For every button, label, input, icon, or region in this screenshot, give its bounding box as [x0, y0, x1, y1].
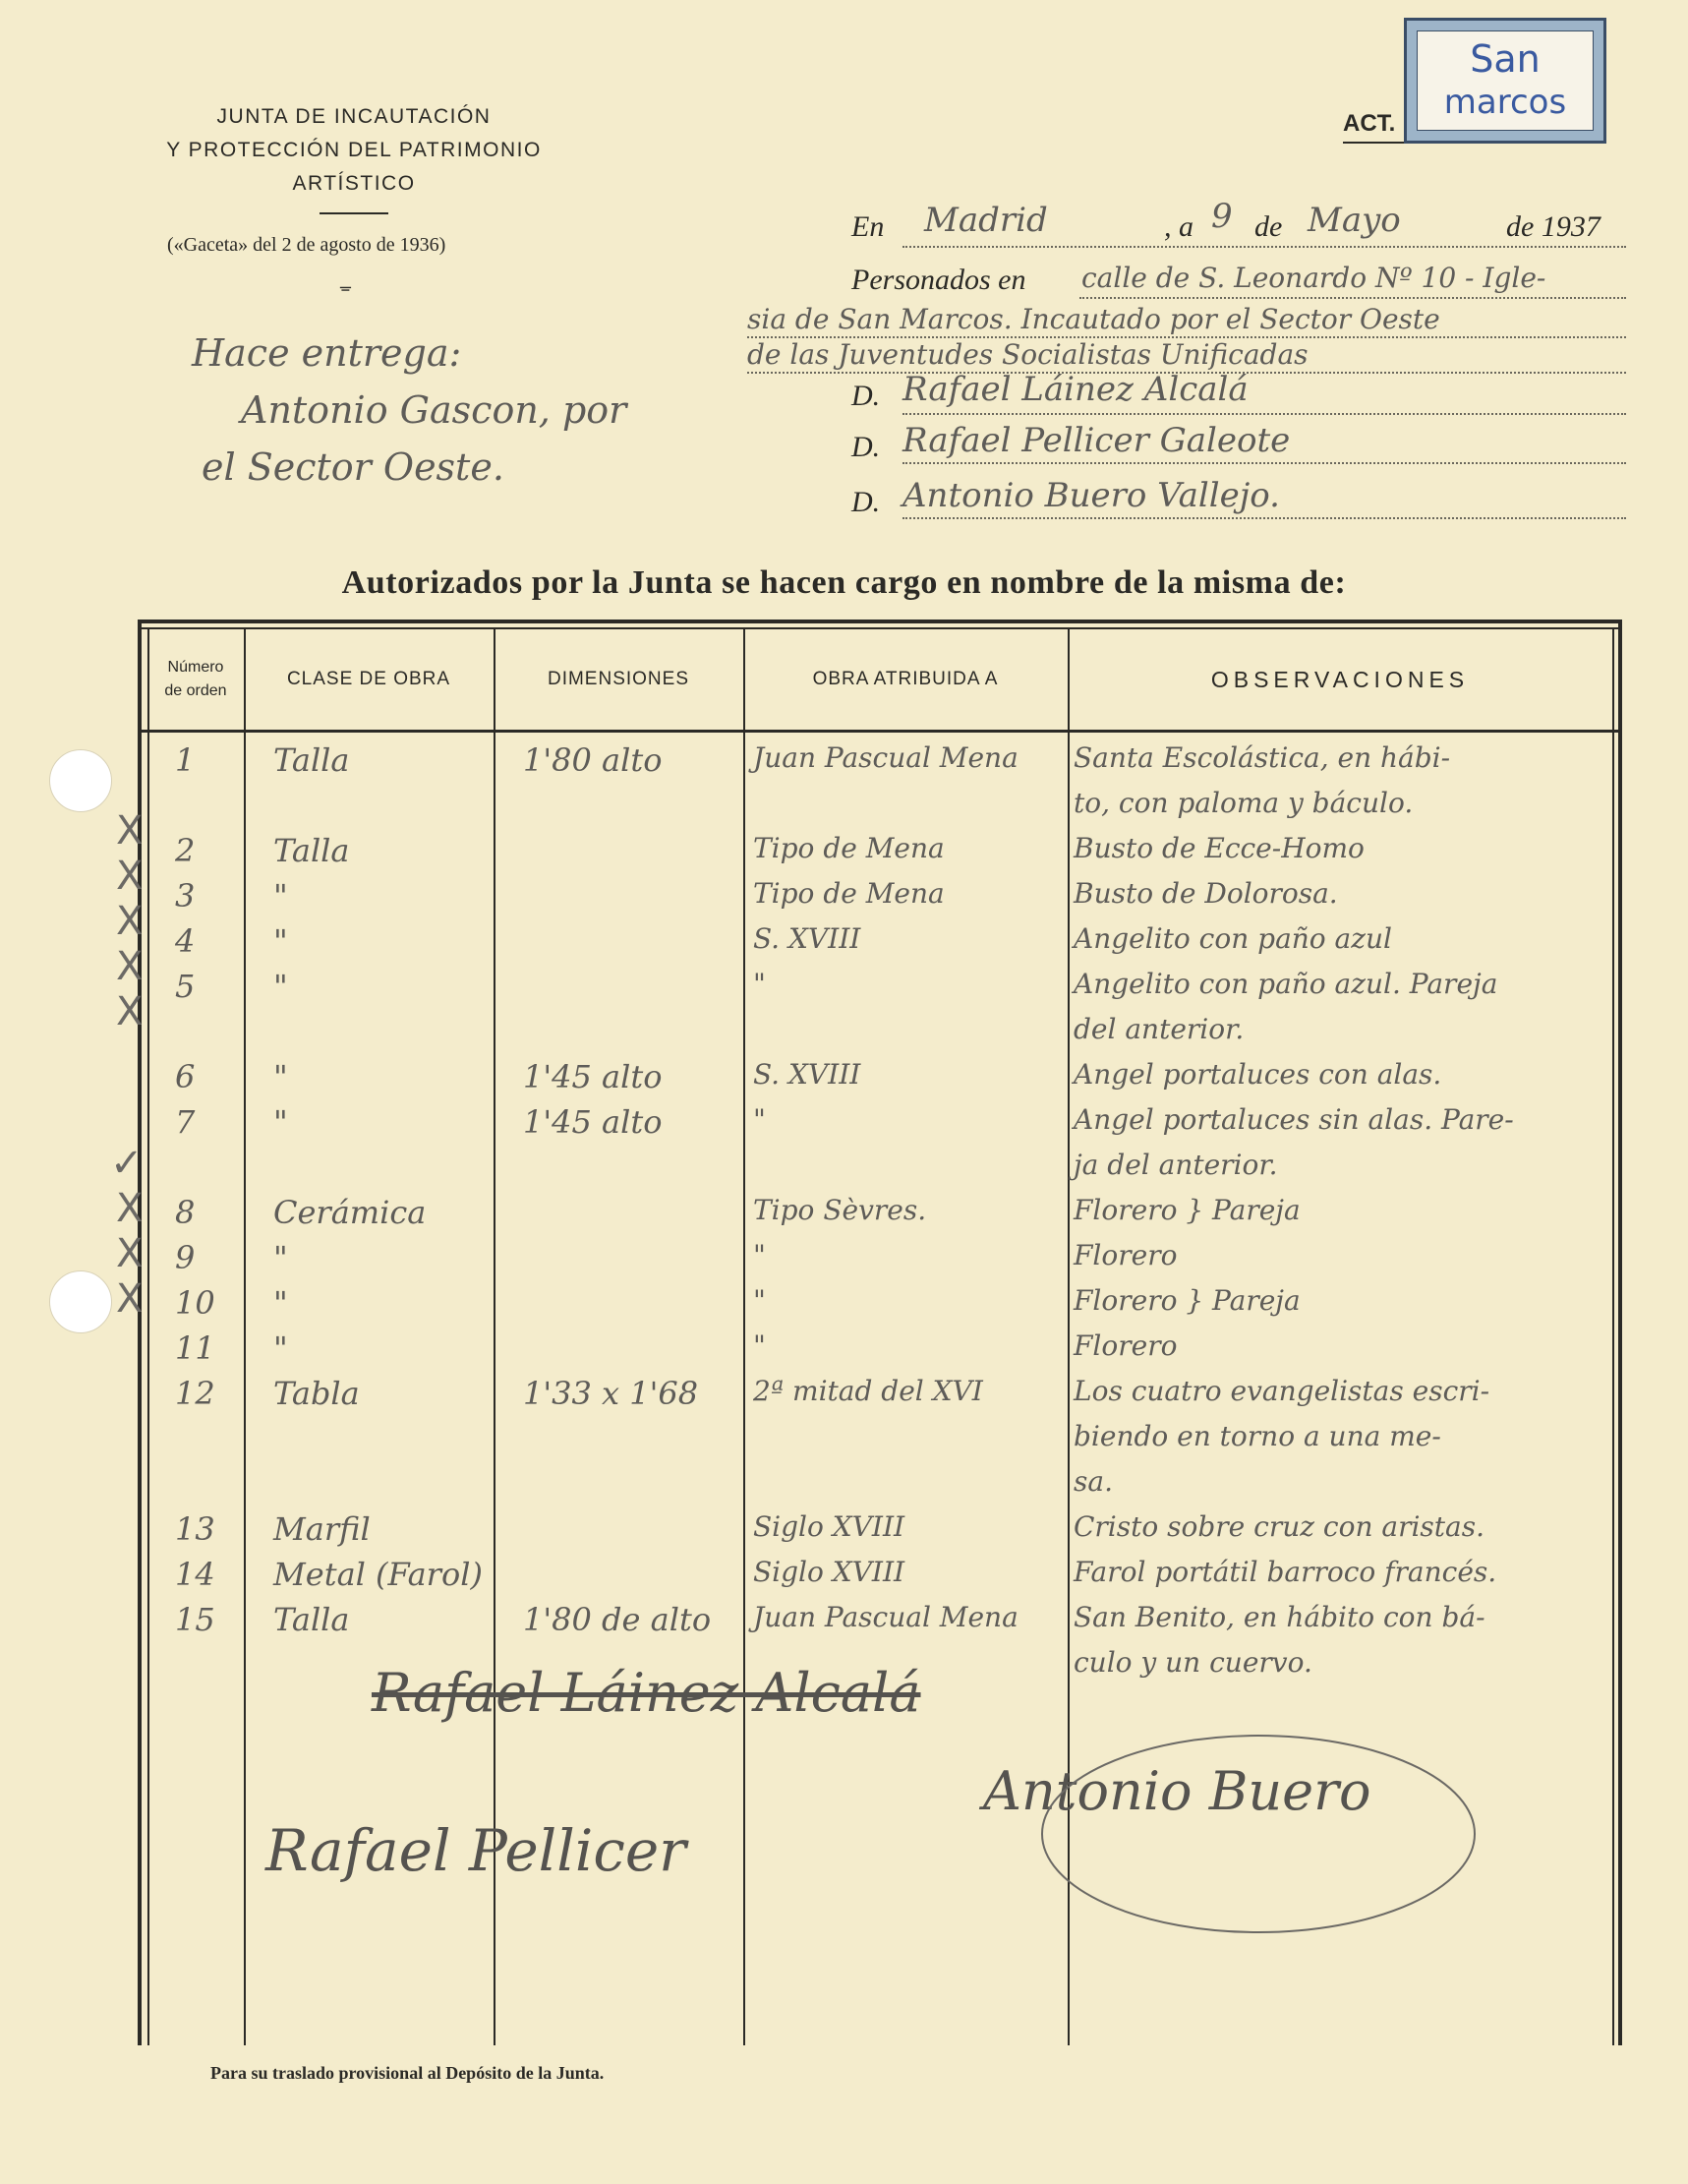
- margin-mark: X: [116, 808, 144, 854]
- header-atribuida: OBRA ATRIBUIDA A: [812, 669, 999, 689]
- person-3-name: Antonio Buero Vallejo.: [902, 476, 1280, 515]
- table-row: [138, 1420, 1622, 1465]
- row-clase: Talla: [273, 741, 350, 779]
- punch-hole-bottom: [49, 1270, 112, 1333]
- row-atribuida: Siglo XVIII: [753, 1510, 905, 1543]
- org-line-2: Y PROTECCIÓN DEL PATRIMONIO: [166, 139, 542, 161]
- row-dimensiones: 1'45 alto: [523, 1058, 663, 1095]
- table-row: [138, 1239, 1622, 1284]
- row-clase: Metal (Farol): [273, 1556, 483, 1593]
- row-dimensiones: 1'33 x 1'68: [523, 1375, 699, 1412]
- row-observaciones: Florero } Pareja: [1074, 1284, 1301, 1317]
- row-observaciones: Angel portaluces con alas.: [1074, 1058, 1442, 1091]
- row-clase: Tabla: [273, 1375, 360, 1412]
- row-atribuida: ": [753, 1284, 766, 1317]
- row-observaciones: Busto de Dolorosa.: [1074, 877, 1338, 910]
- address-line-3: de las Juventudes Socialistas Unificadas: [747, 338, 1309, 371]
- header-rule: [320, 212, 388, 214]
- row-clase: Talla: [273, 832, 350, 869]
- row-observaciones: Farol portátil barroco francés.: [1074, 1556, 1497, 1588]
- table-row: [138, 1013, 1622, 1058]
- row-number: 3: [175, 877, 196, 915]
- row-atribuida: ": [753, 1103, 766, 1136]
- signature-3-flourish: [1022, 1711, 1494, 1957]
- signature-1: Rafael Láinez Alcalá: [372, 1662, 921, 1724]
- footer-note: Para su traslado provisional al Depósito de la Junta.: [210, 2063, 605, 2083]
- margin-mark: X: [116, 944, 144, 989]
- person-2-dotted-line: [902, 462, 1626, 464]
- row-clase: ": [273, 877, 288, 915]
- person-3-dotted-line: [902, 517, 1626, 519]
- person-1-dotted-line: [902, 413, 1626, 415]
- row-number: 8: [175, 1194, 196, 1231]
- year-label: de 1937: [1506, 210, 1601, 243]
- row-number: 2: [175, 832, 196, 869]
- row-number: 5: [175, 968, 196, 1005]
- signature-3: Antonio Buero: [983, 1760, 1371, 1822]
- row-clase: Talla: [273, 1601, 350, 1638]
- margin-mark: X: [116, 1186, 144, 1231]
- row-atribuida: Tipo de Mena: [753, 832, 945, 864]
- table-row: [138, 1556, 1622, 1601]
- margin-mark: X: [116, 899, 144, 944]
- table-row: [138, 877, 1622, 922]
- city-value: Madrid: [924, 201, 1048, 240]
- gaceta-reference: («Gaceta» del 2 de agosto de 1936): [167, 234, 446, 256]
- handover-line-1: Hace entrega:: [192, 331, 462, 375]
- row-dimensiones: 1'80 de alto: [523, 1601, 712, 1638]
- address-line-1: calle de S. Leonardo Nº 10 - Igle-: [1081, 262, 1546, 294]
- table-row: [138, 1284, 1622, 1329]
- margin-mark: X: [116, 989, 144, 1034]
- row-clase: ": [273, 968, 288, 1005]
- row-observaciones: sa.: [1074, 1465, 1113, 1498]
- person-1-name: Rafael Láinez Alcalá: [902, 370, 1249, 409]
- row-observaciones: Busto de Ecce-Homo: [1074, 832, 1365, 864]
- margin-mark: ✓: [110, 1141, 144, 1186]
- margin-mark: X: [116, 1231, 144, 1276]
- stamp-line-1: San: [1470, 37, 1541, 81]
- date-dotted-line: [902, 246, 1626, 248]
- address-dotted-line-1: [1079, 297, 1626, 299]
- handover-line-3: el Sector Oeste.: [202, 445, 504, 489]
- table-row: [138, 1329, 1622, 1375]
- organization-header: [138, 100, 570, 224]
- row-observaciones: Los cuatro evangelistas escri-: [1074, 1375, 1490, 1407]
- row-atribuida: 2ª mitad del XVI: [753, 1375, 983, 1407]
- table-row: [138, 1149, 1622, 1194]
- handover-note: [192, 325, 703, 496]
- table-row: [138, 832, 1622, 877]
- row-clase: ": [273, 1284, 288, 1322]
- row-observaciones: Santa Escolástica, en hábi-: [1074, 741, 1451, 774]
- row-number: 12: [175, 1375, 215, 1412]
- row-number: 11: [175, 1329, 215, 1367]
- row-number: 6: [175, 1058, 196, 1095]
- row-observaciones: Florero: [1074, 1239, 1178, 1271]
- table-row: [138, 1510, 1622, 1556]
- table-row: [138, 968, 1622, 1013]
- row-atribuida: ": [753, 968, 766, 1000]
- row-number: 1: [175, 741, 196, 779]
- row-number: 7: [175, 1103, 196, 1141]
- row-clase: ": [273, 1103, 288, 1141]
- row-clase: Cerámica: [273, 1194, 427, 1231]
- person-3-prefix: D.: [851, 486, 881, 518]
- row-observaciones: Florero } Pareja: [1074, 1194, 1301, 1226]
- row-atribuida: S. XVIII: [753, 922, 861, 955]
- personados-label: Personados en: [851, 264, 1026, 296]
- row-clase: ": [273, 1058, 288, 1095]
- a-label: , a: [1164, 210, 1193, 243]
- row-clase: ": [273, 1239, 288, 1276]
- en-label: En: [851, 210, 885, 243]
- month-value: Mayo: [1308, 201, 1401, 240]
- row-observaciones: Angel portaluces sin alas. Pare-: [1074, 1103, 1514, 1136]
- row-atribuida: ": [753, 1239, 766, 1271]
- org-line-3: ARTÍSTICO: [292, 172, 416, 195]
- person-1-prefix: D.: [851, 380, 881, 412]
- row-observaciones: Angelito con paño azul: [1074, 922, 1392, 955]
- row-observaciones: to, con paloma y báculo.: [1074, 787, 1414, 819]
- row-atribuida: ": [753, 1329, 766, 1362]
- margin-mark: X: [116, 1276, 144, 1322]
- punch-hole-top: [49, 749, 112, 812]
- row-observaciones: ja del anterior.: [1074, 1149, 1278, 1181]
- header-clase: CLASE DE OBRA: [286, 669, 451, 689]
- row-atribuida: Siglo XVIII: [753, 1556, 905, 1588]
- row-observaciones: culo y un cuervo.: [1074, 1646, 1312, 1679]
- row-number: 10: [175, 1284, 215, 1322]
- row-observaciones: San Benito, en hábito con bá-: [1074, 1601, 1485, 1633]
- row-dimensiones: 1'45 alto: [523, 1103, 663, 1141]
- row-clase: Marfil: [273, 1510, 371, 1548]
- day-value: 9: [1211, 197, 1233, 236]
- table-row: [138, 1194, 1622, 1239]
- act-label: ACT.: [1343, 110, 1396, 137]
- person-2-name: Rafael Pellicer Galeote: [902, 421, 1291, 460]
- row-clase: ": [273, 922, 288, 960]
- person-2-prefix: D.: [851, 431, 881, 463]
- de-label: de: [1254, 210, 1283, 243]
- table-row: [138, 1465, 1622, 1510]
- ornament-glyph: ᚚ: [340, 279, 351, 296]
- address-line-2: sia de San Marcos. Incautado por el Sector Oeste: [747, 303, 1440, 335]
- row-observaciones: del anterior.: [1074, 1013, 1245, 1045]
- table-row: [138, 1601, 1622, 1646]
- row-atribuida: Juan Pascual Mena: [753, 1601, 1019, 1633]
- row-number: 15: [175, 1601, 215, 1638]
- header-numero: Número de orden: [164, 659, 227, 699]
- row-observaciones: Angelito con paño azul. Pareja: [1074, 968, 1498, 1000]
- row-atribuida: Tipo Sèvres.: [753, 1194, 927, 1226]
- table-row: [138, 1375, 1622, 1420]
- row-number: 13: [175, 1510, 215, 1548]
- handover-line-2: Antonio Gascon, por: [241, 388, 627, 432]
- header-observaciones: OBSERVACIONES: [1210, 666, 1470, 692]
- stamp-label: [1404, 18, 1606, 144]
- row-number: 9: [175, 1239, 196, 1276]
- row-atribuida: Tipo de Mena: [753, 877, 945, 910]
- table-row: [138, 741, 1622, 787]
- autorizados-heading: Autorizados por la Junta se hacen cargo en nombre de la misma de:: [341, 564, 1347, 601]
- row-clase: ": [273, 1329, 288, 1367]
- row-observaciones: biendo en torno a una me-: [1074, 1420, 1441, 1452]
- row-atribuida: S. XVIII: [753, 1058, 861, 1091]
- row-number: 14: [175, 1556, 215, 1593]
- table-row: [138, 922, 1622, 968]
- row-atribuida: Juan Pascual Mena: [753, 741, 1019, 774]
- table-row: [138, 1103, 1622, 1149]
- table-row: [138, 787, 1622, 832]
- row-number: 4: [175, 922, 196, 960]
- row-observaciones: Florero: [1074, 1329, 1178, 1362]
- stamp-line-2: marcos: [1443, 83, 1567, 122]
- signature-2: Rafael Pellicer: [265, 1817, 686, 1884]
- row-observaciones: Cristo sobre cruz con aristas.: [1074, 1510, 1484, 1543]
- table-row: [138, 1058, 1622, 1103]
- row-dimensiones: 1'80 alto: [523, 741, 663, 779]
- margin-mark: X: [116, 854, 144, 899]
- org-line-1: JUNTA DE INCAUTACIÓN: [216, 105, 492, 128]
- header-dimensiones: DIMENSIONES: [547, 669, 690, 689]
